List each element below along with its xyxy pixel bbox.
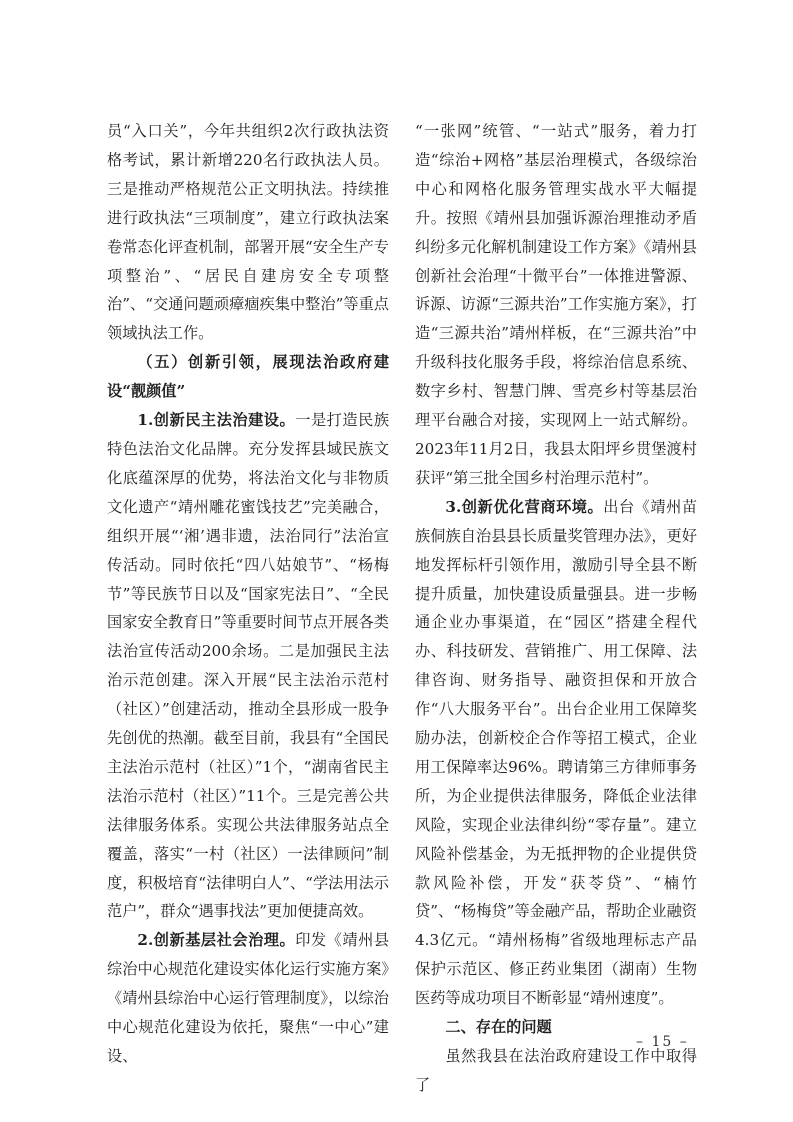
section-heading-2: 二、存在的问题 (445, 1018, 552, 1037)
left-column (107, 117, 389, 1071)
paragraph-continued: 员“入口关”，今年共组织2次行政执法资格考试，累计新增220名行政执法人员。三是推动严格规范公正文明执法。持续推进行政执法“三项制度”，建立行政执法案卷常态化评查机制，部署开展“安全生产专项整治”、“居民自建房安全专项整治”、“交通问题顽瘴痼疾集中整治”等重点领域执法工作。 (107, 122, 389, 343)
page-number: – 15 – (636, 1034, 689, 1050)
subsection-1-title: 1.创新民主法治建设。 (137, 411, 296, 430)
section-heading-5: （五）创新引领，展现法治政府建设“靓颜值” (107, 353, 389, 401)
subsection-2-title: 2.创新基层社会治理。 (137, 931, 296, 950)
subsection-1-text: 一是打造民族特色法治文化品牌。充分发挥县域民族文化底蕴深厚的优势，将法治文化与非物质文化遗产“靖州雕花蜜饯技艺”完美融合，组织开展“‘湘’遇非遗，法治同行”法治宣传活动。同时依托“四八姑娘节”、“杨梅节”等民族节日以及“国家宪法日”、“全民国家安全教育日”等重要时间节点开展各类法治宣传活动200余场。二是加强民主法治示范创建。深入开展“民主法治示范村（社区）”创建活动，推动全县形成一股争先创优的热潮。截至目前，我县有“全国民主法治示范村（社区）”1个，“湖南省民主法治示范村（社区）”11个。三是完善公共法律服务体系。实现公共法律服务站点全覆盖，落实“一村（社区）一法律顾问”制度，积极培育“法律明白人”、“学法用法示范户”，群众“遇事找法”更加便捷高效。 (107, 411, 390, 921)
subsection-3-title: 3.创新优化营商环境。 (445, 497, 604, 516)
paragraph-continued-right: “一张网”统管、“一站式”服务，着力打造“综治+网格”基层治理模式，各级综治中心和网格化服务管理实战水平大幅提升。按照《靖州县加强诉源治理推动矛盾纠纷多元化解机制建设工作方案》《靖州县创新社会治理“十微平台”一体推进警源、诉源、访源“三源共治”工作实施方案》，打造“三源共治”靖州样板，在“三源共治”中升级科技化服务手段，将综治信息系统、数字乡村、智慧门牌、雪亮乡村等基层治理平台融合对接，实现网上一站式解纷。2023年11月2日，我县太阳坪乡贯堡渡村获评“第三批全国乡村治理示范村”。 (415, 122, 697, 487)
subsection-2-text: 印发《靖州县综治中心规范化建设实体化运行实施方案》《靖州县综治中心运行管理制度》，以综治中心规范化建设为依托，聚焦“一中心”建设、 (107, 931, 390, 1065)
right-column (415, 117, 697, 1100)
subsection-2 (107, 926, 389, 1071)
paragraph-start: 虽然我县在法治政府建设工作中取得了 (415, 1047, 697, 1094)
subsection-3-text: 出台《靖州苗族侗族自治县县长质量奖管理办法》，更好地发挥标杆引领作用，激励引导全县不断提升质量，加快建设质量强县。进一步畅通企业办事渠道，在“园区”搭建全程代办、科技研发、营销推广、用工保障、法律咨询、财务指导、融资担保和开放合作“八大服务平台”。出台企业用工保障奖励办法，创新校企合作等招工模式，企业用工保障率达96%。聘请第三方律师事务所，为企业提供法律服务，降低企业法律风险，实现企业法律纠纷“零存量”。建立风险补偿基金，为无抵押物的企业提供贷款风险补偿，开发“获苓贷”、“楠竹贷”、“杨梅贷”等金融产品，帮助企业融资4.3亿元。“靖州杨梅”省级地理标志产品保护示范区、修正药业集团（湖南）生物医药等成功项目不断彰显“靖州速度”。 (415, 497, 698, 1008)
subsection-1 (107, 406, 389, 926)
subsection-3 (415, 493, 697, 1013)
